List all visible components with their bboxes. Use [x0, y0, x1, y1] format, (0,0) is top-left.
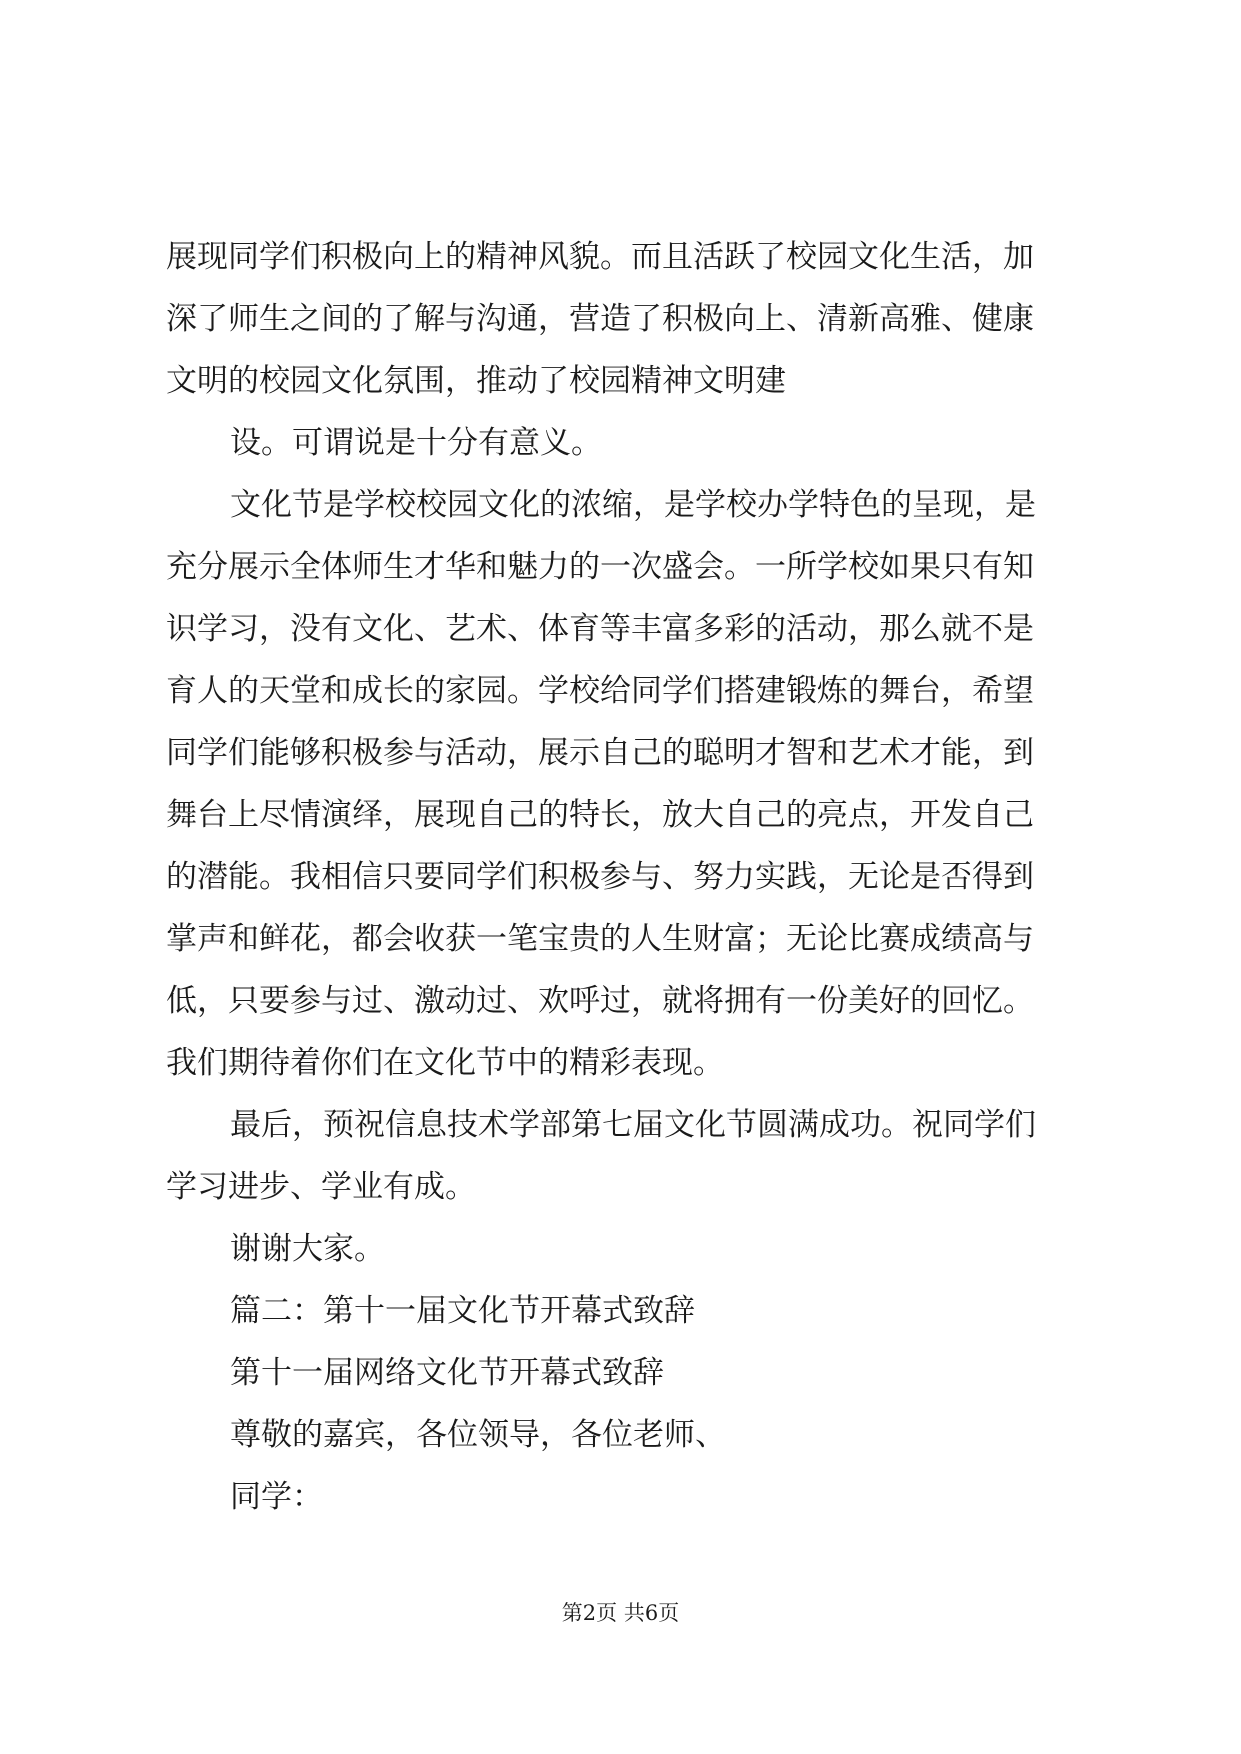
text-line: 育人的天堂和成长的家园。学校给同学们搭建锻炼的舞台，希望	[166, 673, 1034, 709]
text-line: 充分展示全体师生才华和魅力的一次盛会。一所学校如果只有知	[166, 549, 1034, 585]
text-line: 展现同学们积极向上的精神风貌。而且活跃了校园文化生活，加	[166, 239, 1034, 275]
text-line: 掌声和鲜花，都会收获一笔宝贵的人生财富；无论比赛成绩高与	[166, 921, 1034, 957]
text-line: 文化节是学校校园文化的浓缩，是学校办学特色的呈现，是	[230, 487, 1036, 523]
text-line: 深了师生之间的了解与沟通，营造了积极向上、清新高雅、健康	[166, 301, 1034, 337]
text-line: 最后，预祝信息技术学部第七届文化节圆满成功。祝同学们	[230, 1107, 1036, 1143]
salutation-line: 同学：	[230, 1479, 323, 1515]
text-line: 我们期待着你们在文化节中的精彩表现。	[166, 1045, 724, 1081]
text-line: 文明的校园文化氛围，推动了校园精神文明建	[166, 363, 786, 399]
body-text	[166, 226, 1096, 1528]
section-heading: 篇二：第十一届文化节开幕式致辞	[230, 1293, 695, 1329]
text-line: 低，只要参与过、激动过、欢呼过，就将拥有一份美好的回忆。	[166, 983, 1034, 1019]
text-line: 识学习，没有文化、艺术、体育等丰富多彩的活动，那么就不是	[166, 611, 1034, 647]
text-line: 设。可谓说是十分有意义。	[230, 425, 602, 461]
text-line: 学习进步、学业有成。	[166, 1169, 476, 1205]
text-line: 同学们能够积极参与活动，展示自己的聪明才智和艺术才能，到	[166, 735, 1034, 771]
text-line: 舞台上尽情演绎，展现自己的特长，放大自己的亮点，开发自己	[166, 797, 1034, 833]
salutation-line: 尊敬的嘉宾，各位领导，各位老师、	[230, 1417, 726, 1453]
text-line: 的潜能。我相信只要同学们积极参与、努力实践，无论是否得到	[166, 859, 1034, 895]
text-line: 谢谢大家。	[230, 1231, 385, 1267]
page-number-footer: 第2页 共6页	[561, 1601, 680, 1625]
speech-title: 第十一届网络文化节开幕式致辞	[230, 1355, 664, 1391]
